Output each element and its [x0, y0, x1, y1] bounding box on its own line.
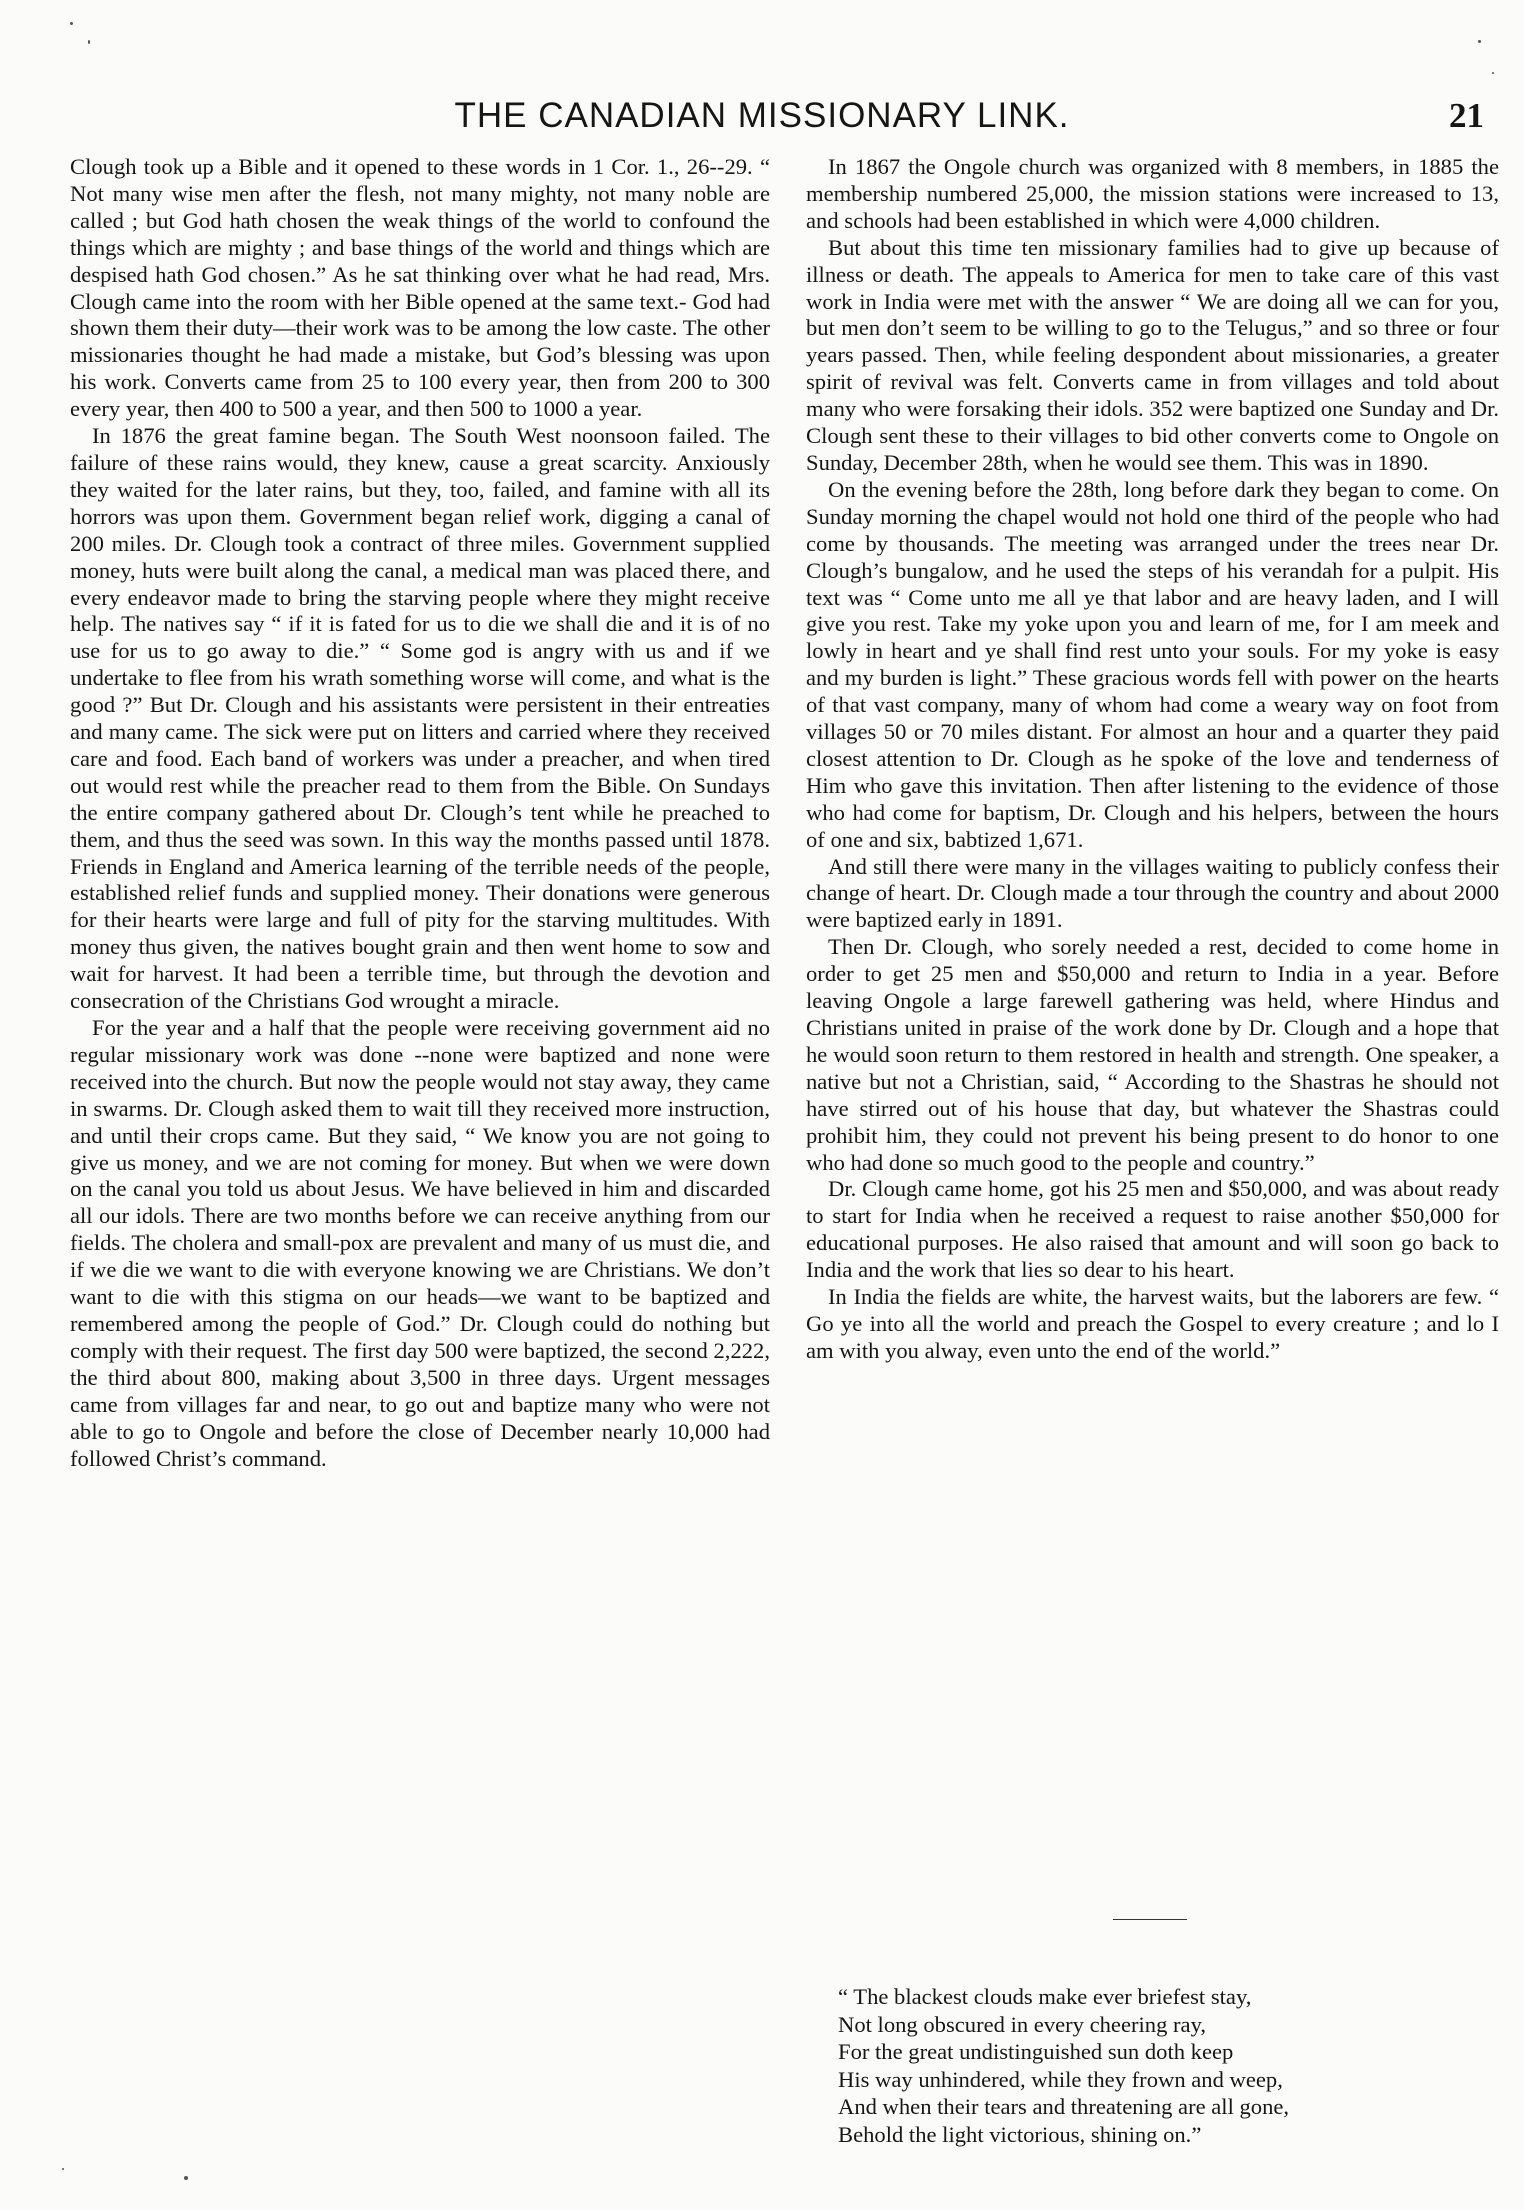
- scan-speck: [62, 2168, 64, 2170]
- paragraph: On the evening before the 28th, long before dark they began to come. On Sunday morning the chapel would not hold one third of the people who had come by thousands. The meeting was arranged under the trees near Dr. Clough’s bungalow, and he used the steps of his verandah for a pulpit. His text was “ Come unto me all ye that labor and are heavy laden, and I will give you rest. Take my yoke upon you and learn of me, for I am meek and lowly in heart and ye shall find rest unto your souls. For my yoke is easy and my burden is light.” These gracious words fell with power on the hearts of that vast company, many of whom had come a weary way on foot from villages 50 or 70 miles distant. For almost an hour and a quarter they paid closest attention to Dr. Clough as he spoke of the love and tenderness of Him who gave this invitation. Then after listening to the evidence of those who had come for baptism, Dr. Clough and his helpers, between the hours of one and six, babtized 1,671.: [806, 476, 1499, 852]
- page-number: 21: [1449, 96, 1484, 135]
- paragraph: For the year and a half that the people were receiving government aid no regular missionary work was done --none were baptized and none were received into the church. But now the people would not stay away, they came in swarms. Dr. Clough asked them to wait till they received more instruction, and until their crops came. But they said, “ We know you are not going to give us money, and we are not coming for money. But when we were down on the canal you told us about Jesus. We have believed in him and discarded all our idols. There are two months before we can receive anything from our fields. The cholera and small-pox are prevalent and many of us must die, and if we die we want to die with everyone knowing we are Christians. We don’t want to die with this stigma on our heads—we want to be baptized and remembered among the people of God.” Dr. Clough could do nothing but comply with their request. The first day 500 were baptized, the second 2,222, the third about 800, making about 3,500 in three days. Urgent messages came from villages far and near, to go out and baptize many who were not able to go to Ongole and before the close of December nearly 10,000 had followed Christ’s command.: [70, 1015, 770, 1471]
- poem-line: Not long obscured in every cheering ray,: [838, 2011, 1207, 2037]
- publication-title: THE CANADIAN MISSIONARY LINK.: [454, 96, 1070, 135]
- scan-speck: [70, 22, 73, 25]
- poem-line: “ The blackest clouds make ever briefest stay,: [838, 1984, 1252, 2009]
- poem-line: And when their tears and threatening are all gone,: [838, 2094, 1290, 2119]
- scan-speck: [1478, 40, 1481, 43]
- paragraph: In India the fields are white, the harvest waits, but the laborers are few. “ Go ye into all the world and preach the Gospel to every creature ; and lo I am with you alway, even unto the end of the world.”: [806, 1284, 1499, 1363]
- paragraph: Then Dr. Clough, who sorely needed a rest, decided to come home in order to get 25 men and $50,000 and return to India in a year. Before leaving Ongole a large farewell gathering was held, where Hindus and Christians united in praise of the work done by Dr. Clough and a hope that he would soon return to them restored in health and strength. One speaker, a native but not a Christian, said, “ According to the Shastras he should not have stirred out of his house that day, but whatever the Shastras could prohibit him, they could not prevent his being present to do honor to one who had done so much good to the people and country.”: [806, 934, 1499, 1175]
- poem-line: For the great undistinguished sun doth keep: [838, 2039, 1234, 2064]
- poem-line: His way unhindered, while they frown and weep,: [838, 2066, 1283, 2092]
- paragraph: And still there were many in the villages waiting to publicly confess their change of heart. Dr. Clough made a tour through the country and about 2000 were baptized early in 1891.: [806, 853, 1499, 933]
- poem: [838, 1983, 1498, 2148]
- paragraph: But about this time ten missionary families had to give up because of illness or death. The appeals to America for men to take care of this vast work in India were met with the answer “ We are doing all we can for you, but men don’t seem to be willing to go to the Telugus,” and so three or four years passed. Then, while feeling despondent about missionaries, a greater spirit of revival was felt. Converts came in from villages and told about many who were forsaking their idols. 352 were baptized one Sunday and Dr. Clough sent these to their villages to bid other converts come to Ongole on Sunday, December 28th, when he would see them. This was in 1890.: [806, 234, 1499, 475]
- scan-speck: [184, 2176, 188, 2180]
- right-column: [806, 154, 1499, 1365]
- paragraph: Dr. Clough came home, got his 25 men and $50,000, and was about ready to start for India when he received a request to raise another $50,000 for educational purposes. He also raised that amount and will soon go back to India and the work that lies so dear to his heart.: [806, 1176, 1499, 1283]
- left-column: [70, 154, 770, 1472]
- scan-speck: [1492, 72, 1494, 74]
- page-header: [0, 94, 1524, 138]
- paragraph: Clough took up a Bible and it opened to these words in 1 Cor. 1., 26--29. “ Not many wise men after the flesh, not many mighty, not many noble are called ; but God hath chosen the weak things of the world to confound the things which are mighty ; and base things of the world and things which are despised hath God chosen.” As he sat thinking over what he had read, Mrs. Clough came into the room with her Bible opened at the same text.- God had shown them their duty—their work was to be among the low caste. The other missionaries thought he had made a mistake, but God’s blessing was upon his work. Converts came from 25 to 100 every year, then from 200 to 300 every year, then 400 to 500 a year, and then 500 to 1000 a year.: [70, 154, 770, 422]
- paragraph: In 1876 the great famine began. The South West noonsoon failed. The failure of these rains would, they knew, cause a great scarcity. Anxiously they waited for the later rains, but they, too, failed, and famine with all its horrors was upon them. Government began relief work, digging a canal of 200 miles. Dr. Clough took a contract of three miles. Government supplied money, huts were built along the canal, a medical man was placed there, and every endeavor made to bring the starving people where they might receive help. The natives say “ if it is fated for us to die we shall die and it is of no use for us to go away to die.” “ Some god is angry with us and if we undertake to flee from his wrath something worse will come, and what is the good ?” But Dr. Clough and his assistants were persistent in their entreaties and many came. The sick were put on litters and carried where they received care and food. Each band of workers was under a preacher, and when tired out would rest while the preacher read to them from the Bible. On Sundays the entire company gathered about Dr. Clough’s tent while he preached to them, and thus the seed was sown. In this way the months passed until 1878. Friends in England and America learning of the terrible needs of the people, established relief funds and supplied money. Their donations were generous for their hearts were large and full of pity for the starving multitudes. With money thus given, the natives bought grain and then went home to sow and wait for harvest. It had been a terrible time, but through the devotion and consecration of the Christians God wrought a miracle.: [70, 423, 770, 1014]
- section-divider: [1113, 1919, 1187, 1920]
- poem-line: Behold the light victorious, shining on.”: [838, 2121, 1202, 2147]
- scan-speck: [88, 40, 90, 44]
- paragraph: In 1867 the Ongole church was organized with 8 members, in 1885 the membership numbered 25,000, the mission stations were increased to 13, and schools had been established in which were 4,000 children.: [806, 154, 1499, 233]
